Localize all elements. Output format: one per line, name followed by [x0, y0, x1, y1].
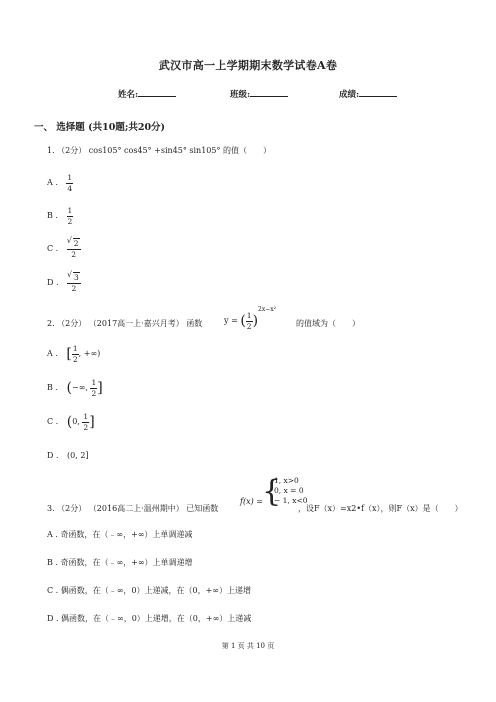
- numerator: 1: [67, 173, 73, 182]
- numerator: 1: [67, 206, 73, 215]
- name-field: [118, 88, 176, 100]
- question-3-option-b: B . 奇函数，在（﹣∞，+∞）上单调递增: [47, 558, 193, 567]
- page-title: 武汉市高一上学期期末数学试卷A卷: [158, 59, 338, 72]
- score-label: 成绩:: [339, 90, 360, 100]
- bracket-close: ]: [89, 414, 95, 430]
- question-1-option-b: [47, 207, 73, 225]
- question-1-option-c: [47, 240, 81, 258]
- class-label: 班级:: [230, 90, 251, 100]
- case-positive: 1, x>0: [274, 476, 299, 485]
- interval-rest: , +∞): [78, 349, 101, 358]
- numerator: [67, 274, 81, 284]
- bracket-open: [: [66, 346, 72, 362]
- option-label: A .: [47, 349, 58, 358]
- denominator: 2: [71, 249, 77, 259]
- case-zero: 0, x = 0: [274, 486, 304, 496]
- option-label: C .: [47, 417, 59, 426]
- bracket-open: (: [66, 414, 73, 430]
- option-label: A .: [47, 178, 58, 187]
- case-negative: − 1, x<0: [274, 496, 308, 506]
- denominator: 2: [67, 216, 73, 226]
- denominator: 2: [246, 321, 252, 331]
- fraction: [246, 312, 253, 330]
- question-2-function: [224, 306, 277, 331]
- numerator: [67, 240, 81, 250]
- page-footer: 第 1 页 共 10 页: [221, 642, 275, 650]
- option-label: B .: [47, 211, 58, 220]
- piecewise-cases: [274, 476, 308, 506]
- numerator: 1: [246, 311, 252, 320]
- class-blank: [250, 88, 288, 97]
- question-2-stem-post: 的值域为（ ）: [296, 319, 360, 328]
- interval-first: 0,: [72, 417, 83, 426]
- question-3-stem-pre: 3. （2分） （2016高二上·温州期中） 已知函数: [47, 504, 219, 513]
- question-2-option-d: [47, 451, 89, 460]
- exponent: 2x−x²: [258, 306, 277, 314]
- interval: (0, 2]: [67, 451, 89, 460]
- paren-open: (: [240, 313, 246, 329]
- function-y: y =: [224, 316, 238, 325]
- question-1-option-a: [47, 174, 73, 192]
- class-field: [230, 88, 288, 100]
- function-fx: f(x) =: [240, 497, 263, 506]
- section-heading: 一、 选择题 (共10题;共20分): [34, 122, 166, 133]
- sqrt-radicand: √ 2: [73, 238, 80, 248]
- numerator: 1: [72, 344, 78, 353]
- question-3-stem-post: ，设F（x）=x2•f（x），则F（x）是（ ）: [298, 504, 463, 513]
- name-label: 姓名:: [118, 90, 139, 100]
- denominator: 4: [67, 183, 73, 193]
- question-2-option-c: [47, 413, 95, 431]
- fraction: [67, 274, 81, 292]
- bracket-open: (: [66, 380, 72, 396]
- option-label: D .: [47, 451, 59, 460]
- score-blank: [359, 88, 397, 97]
- question-3-option-c: C . 偶函数，在（﹣∞，0）上递减，在（0，+∞）上递增: [47, 586, 251, 595]
- numerator: 1: [83, 412, 89, 421]
- question-2-option-b: [47, 379, 103, 397]
- bracket-close: ]: [97, 380, 103, 396]
- fraction: [72, 345, 79, 363]
- brace-icon: {: [262, 474, 282, 509]
- question-1-option-d: [47, 274, 81, 292]
- question-3-option-d: D . 偶函数，在（﹣∞，0）上递增，在（0，+∞）上递减: [47, 614, 252, 623]
- option-label: D .: [47, 278, 59, 287]
- sqrt-radicand: √ 3: [73, 272, 80, 282]
- option-label: B .: [47, 383, 58, 392]
- question-3-option-a: A . 奇函数，在（﹣∞，+∞）上单调递减: [47, 530, 193, 539]
- paren-close: ): [252, 313, 259, 329]
- fraction: [66, 174, 73, 192]
- question-1-stem: 1. （2分） cos105° cos45° +sin45° sin105° 的值（ ）: [47, 146, 272, 155]
- denominator: 2: [71, 283, 77, 293]
- denominator: 2: [72, 354, 78, 364]
- fraction: [67, 207, 74, 225]
- question-2-option-a: [47, 345, 100, 363]
- name-blank: [138, 88, 176, 97]
- numerator: 1: [91, 378, 97, 387]
- denominator: 2: [91, 388, 97, 398]
- denominator: 2: [83, 422, 89, 432]
- fraction: [67, 240, 81, 258]
- interval-first: −∞,: [71, 383, 91, 392]
- score-field: [339, 88, 397, 100]
- question-2-stem-pre: 2. （2分） （2017高一上·嘉兴月考） 函数: [47, 319, 203, 328]
- option-label: C .: [47, 244, 59, 253]
